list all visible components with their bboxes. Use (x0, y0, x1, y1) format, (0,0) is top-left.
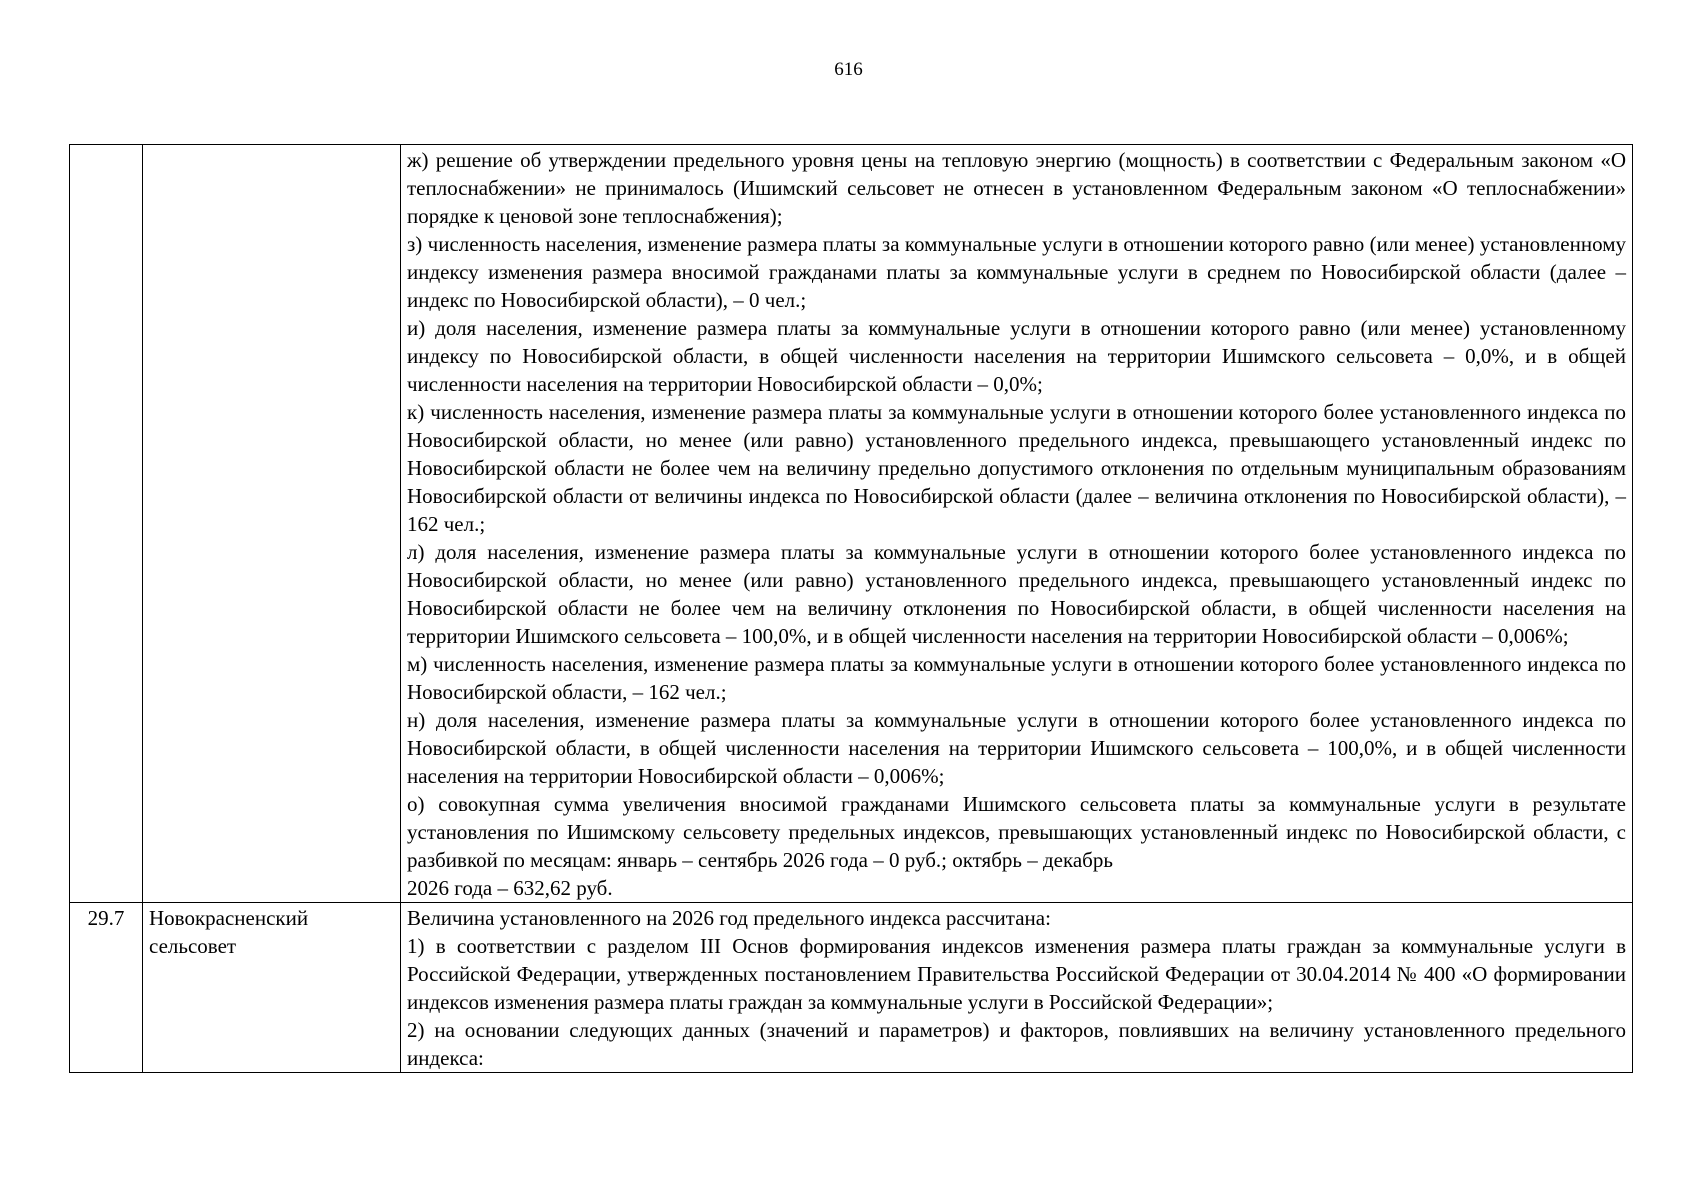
row-number-cell (70, 145, 143, 903)
row-number-cell: 29.7 (70, 903, 143, 1073)
paragraph-z: з) численность населения, изменение размера платы за коммунальные услуги в отношении которого равно (или менее) установленному индексу изменения размера вносимой гражданами платы за коммунальные услуги в среднем по Новосибирской области (далее – индекс по Новосибирской области), – 0 чел.; (407, 232, 1626, 312)
municipality-name-cell (143, 145, 401, 903)
paragraph-2: 2) на основании следующих данных (значений и параметров) и факторов, повлиявших на величину установленного предельного индекса: (407, 1018, 1626, 1070)
description-cell (401, 903, 1633, 1073)
municipality-name-cell: Новокрасненский сельсовет (143, 903, 401, 1073)
table-row (70, 145, 1633, 903)
paragraph-o: о) совокупная сумма увеличения вносимой гражданами Ишимского сельсовета платы за коммунальные услуги в результате установления по Ишимскому сельсовету предельных индексов, превышающих установленный индекс по Новосибирской области, с разбивкой по месяцам: январь – сентябрь 2026 года – 0 руб.; октябрь – декабрь (407, 792, 1626, 872)
paragraph-zh: ж) решение об утверждении предельного уровня цены на тепловую энергию (мощность) в соответствии с Федеральным законом «О теплоснабжении» не принималось (Ишимский сельсовет не отнесен в установленном Федеральным законом «О теплоснабжении» порядке к ценовой зоне теплоснабжения); (407, 148, 1626, 228)
data-table (69, 144, 1633, 1073)
page-number: 616 (834, 59, 863, 80)
table-row (70, 903, 1633, 1073)
description-cell (401, 145, 1633, 903)
paragraph-n: н) доля населения, изменение размера платы за коммунальные услуги в отношении которого более установленного индекса по Новосибирской области, в общей численности населения на территории Ишимского сельсовета – 100,0%, и в общей численности населения на территории Новосибирской области – 0,006%; (407, 708, 1626, 788)
paragraph-k: к) численность населения, изменение размера платы за коммунальные услуги в отношении которого более установленного индекса по Новосибирской области, но менее (или равно) установленного предельного индекса, превышающего установленный индекс по Новосибирской области не более чем на величину предельно допустимого отклонения по отдельным муниципальным образованиям Новосибирской области от величины индекса по Новосибирской области (далее – величина отклонения по Новосибирской области), – 162 чел.; (407, 400, 1626, 536)
paragraph-m: м) численность населения, изменение размера платы за коммунальные услуги в отношении которого более установленного индекса по Новосибирской области, – 162 чел.; (407, 652, 1626, 704)
paragraph-1: 1) в соответствии с разделом III Основ формирования индексов изменения размера платы граждан за коммунальные услуги в Российской Федерации, утвержденных постановлением Правительства Российской Федерации от 30.04.2014 № 400 «О формировании индексов изменения размера платы граждан за коммунальные услуги в Российской Федерации»; (407, 934, 1626, 1014)
paragraph-l: л) доля населения, изменение размера платы за коммунальные услуги в отношении которого более установленного индекса по Новосибирской области, но менее (или равно) установленного предельного индекса, превышающего установленный индекс по Новосибирской области не более чем на величину отклонения по Новосибирской области, в общей численности населения на территории Ишимского сельсовета – 100,0%, и в общей численности населения на территории Новосибирской области – 0,006%; (407, 540, 1626, 648)
paragraph-o-continued: 2026 года – 632,62 руб. (407, 876, 613, 900)
paragraph-i: и) доля населения, изменение размера платы за коммунальные услуги в отношении которого равно (или менее) установленному индексу по Новосибирской области, в общей численности населения на территории Ишимского сельсовета – 0,0%, и в общей численности населения на территории Новосибирской области – 0,0%; (407, 316, 1626, 396)
paragraph-intro: Величина установленного на 2026 год предельного индекса рассчитана: (407, 906, 1051, 930)
